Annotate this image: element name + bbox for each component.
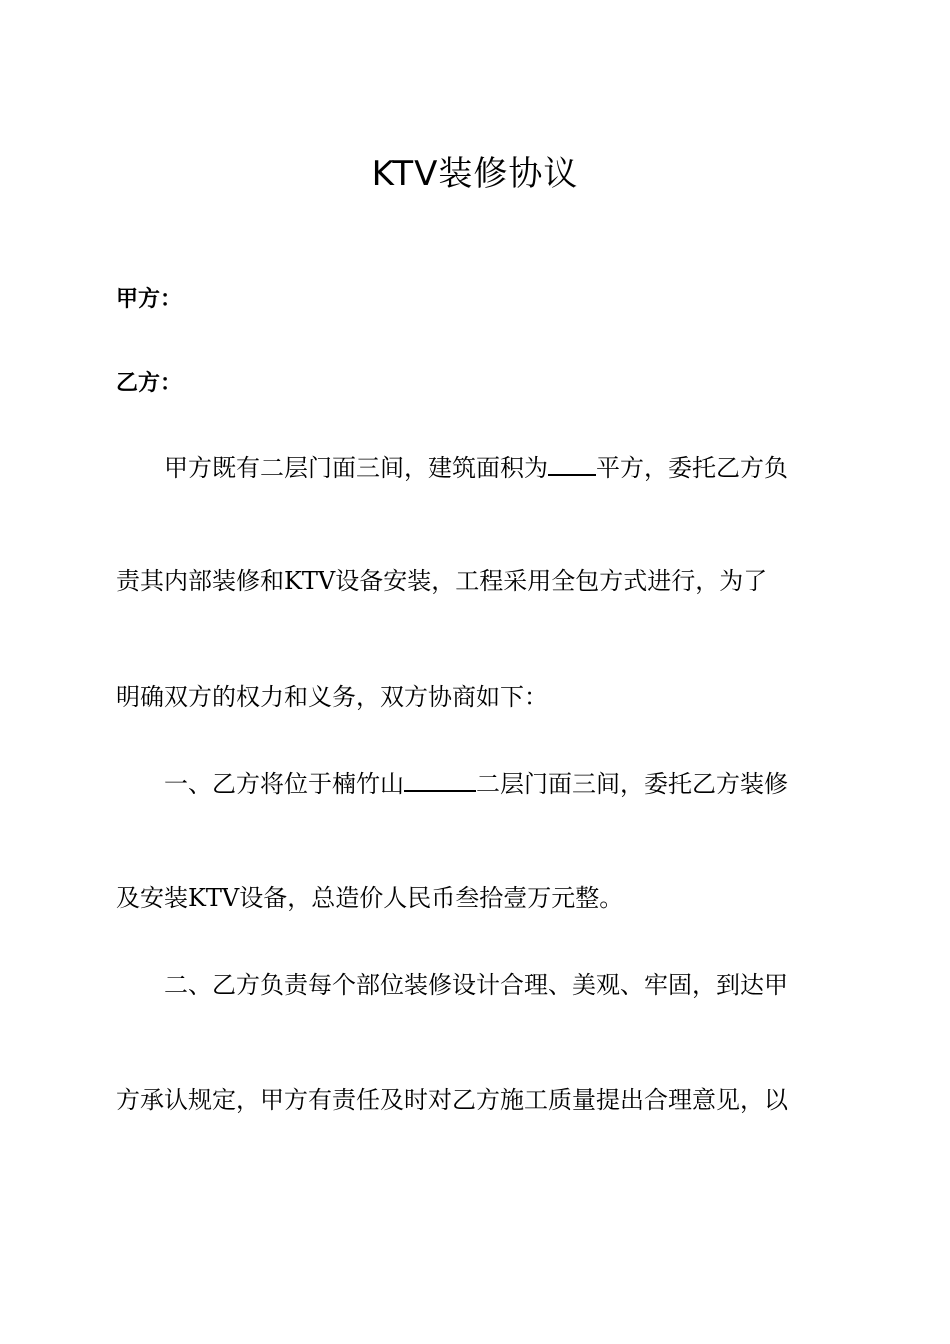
clause-2-line-1: 二、乙方负责每个部位装修设计合理、美观、牢固，到达甲: [164, 971, 788, 999]
clause-1-text-before-blank: 一、乙方将位于楠竹山: [164, 770, 404, 798]
intro-text-after-blank: 平方，委托乙方负: [596, 454, 788, 482]
intro-line-2: 责其内部装修和KTV设备安装，工程采用全包方式进行，为了: [116, 567, 768, 595]
intro-text-before-blank: 甲方既有二层门面三间，建筑面积为: [164, 454, 548, 482]
area-blank: [548, 450, 596, 476]
clause-1-line-2: 及安装KTV设备，总造价人民币叁拾壹万元整。: [116, 884, 624, 912]
intro-line-3: 明确双方的权力和义务，双方协商如下：: [116, 683, 548, 711]
party-b-label: 乙方：: [116, 371, 183, 396]
party-a-label: 甲方：: [116, 287, 183, 312]
clause-1-text-after-blank: 二层门面三间，委托乙方装修: [476, 770, 788, 798]
clause-1-line-1: [164, 766, 836, 801]
location-blank: [404, 766, 476, 792]
intro-line-1: [164, 450, 836, 485]
clause-2-line-2: 方承认规定，甲方有责任及时对乙方施工质量提出合理意见，以: [116, 1086, 788, 1114]
document-title: KTV装修协议: [371, 154, 579, 194]
